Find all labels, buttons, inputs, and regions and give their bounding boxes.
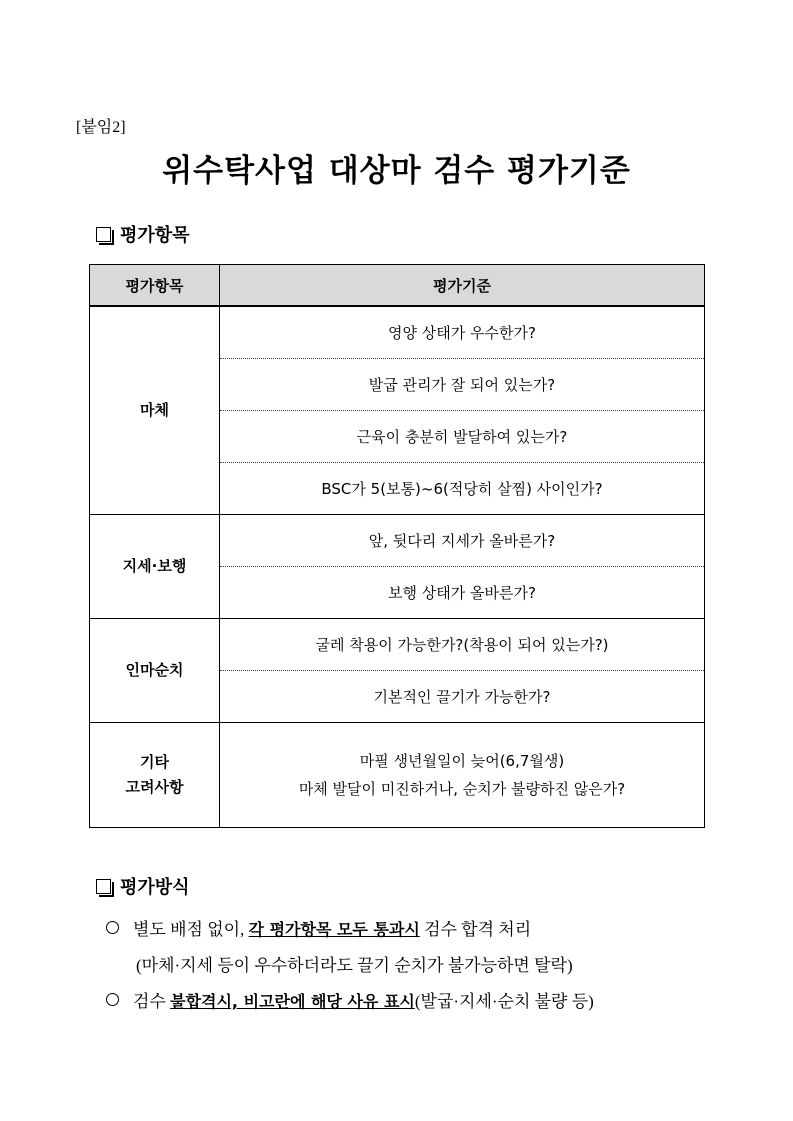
table-row bbox=[90, 723, 705, 828]
table-row bbox=[90, 515, 705, 567]
table-row bbox=[90, 306, 705, 359]
item-text: 검수 합격 처리 bbox=[419, 920, 532, 939]
checkbox-square-icon bbox=[96, 227, 111, 242]
category-cell: 인마순치 bbox=[90, 619, 220, 723]
criteria-cell: 영양 상태가 우수한가? bbox=[220, 306, 705, 359]
criteria-cell: 앞, 뒷다리 지세가 올바른가? bbox=[220, 515, 705, 567]
header-category: 평가항목 bbox=[90, 265, 220, 307]
criteria-table bbox=[89, 264, 705, 828]
category-line: 기타 bbox=[140, 753, 169, 771]
method-list bbox=[106, 912, 594, 1020]
criteria-cell: 근육이 충분히 발달하여 있는가? bbox=[220, 411, 705, 463]
category-cell bbox=[90, 723, 220, 828]
criteria-cell: 보행 상태가 올바른가? bbox=[220, 567, 705, 619]
table-header-row bbox=[90, 265, 705, 307]
criteria-cell: 기본적인 끌기가 가능한가? bbox=[220, 671, 705, 723]
criteria-line: 마체 발달이 미진하거나, 순치가 불량하진 않은가? bbox=[298, 780, 626, 798]
item-text: 별도 배점 없이, bbox=[133, 920, 249, 939]
header-criteria: 평가기준 bbox=[220, 265, 705, 307]
checkbox-square-icon bbox=[96, 879, 111, 894]
item-text: (발굽·지세·순치 불량 등) bbox=[414, 992, 594, 1011]
category-cell: 지세·보행 bbox=[90, 515, 220, 619]
section-heading-criteria bbox=[96, 221, 190, 247]
circle-bullet-icon bbox=[106, 993, 119, 1006]
category-line: 고려사항 bbox=[125, 778, 184, 796]
item-emphasis: 각 평가항목 모두 통과시 bbox=[248, 920, 420, 939]
criteria-cell: 굴레 착용이 가능한가?(착용이 되어 있는가?) bbox=[220, 619, 705, 671]
attachment-label: [붙임2] bbox=[76, 119, 126, 136]
page-title: 위수탁사업 대상마 검수 평가기준 bbox=[162, 153, 631, 189]
list-item bbox=[106, 912, 594, 948]
item-emphasis: 불합격시, 비고란에 해당 사유 표시 bbox=[170, 992, 415, 1011]
section-label: 평가방식 bbox=[120, 877, 190, 898]
item-text: 검수 bbox=[133, 992, 171, 1011]
criteria-cell: 발굽 관리가 잘 되어 있는가? bbox=[220, 359, 705, 411]
criteria-cell: BSC가 5(보통)~6(적당히 살찜) 사이인가? bbox=[220, 463, 705, 515]
section-label: 평가항목 bbox=[120, 225, 190, 246]
list-item-note: (마체·지세 등이 우수하더라도 끌기 순치가 불가능하면 탈락) bbox=[136, 956, 573, 975]
category-cell: 마체 bbox=[90, 306, 220, 515]
section-heading-method bbox=[96, 873, 190, 899]
criteria-cell bbox=[220, 723, 705, 828]
table-row bbox=[90, 619, 705, 671]
criteria-line: 마필 생년월일이 늦어(6,7월생) bbox=[359, 752, 565, 770]
list-item bbox=[106, 984, 594, 1020]
circle-bullet-icon bbox=[106, 921, 119, 934]
